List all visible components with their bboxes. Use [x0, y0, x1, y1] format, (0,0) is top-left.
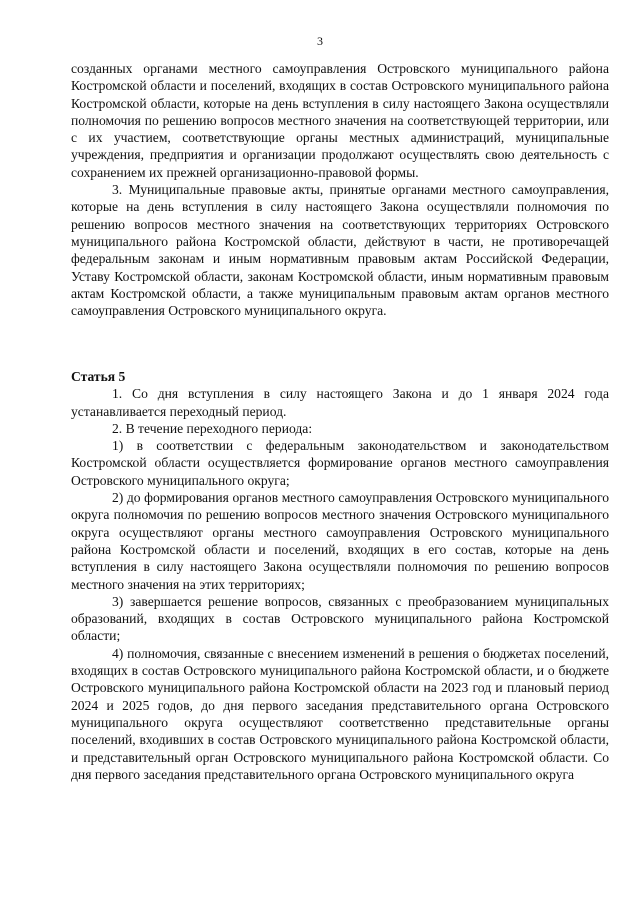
paragraph-item-3: 3. Муниципальные правовые акты, принятые органами местного самоуправления, которые на день вступления в силу настоящего Закона осуществляли полномочия по решению вопросов местного значения на соответствующих территориях Островского муниципального района Костромской области, действуют в части, не противоречащей федеральным законам и иным нормативным правовым актам Российской Федерации, Уставу Костромской области, законам Костромской области, иным нормативным правовым актам Костромской области, а также муниципальным правовым актам органов местного самоуправления Островского муниципального округа.	[71, 182, 609, 319]
article-subitem-1: 1) в соответствии с федеральным законодательством и законодательством Костромской области осуществляется формирование органов местного самоуправления Островского муниципального округа;	[71, 438, 609, 488]
article-paragraph-2: 2. В течение переходного периода:	[112, 420, 313, 436]
article-subitem-4: 4) полномочия, связанные с внесением изменений в решения о бюджетах поселений, входящих в состав Островского муниципального района Костромской области, и о бюджете Островского муниципального района Костромской области на 2023 год и плановый период 2024 и 2025 годов, до дня первого заседания представительного органа Островского муниципального округа осуществляют соответственно представительные органы поселений, входивших в состав Островского муниципального района Костромской области, и представительный орган Островского муниципального района Костромской области. Со дня первого заседания представительного органа Островского муниципального округа	[71, 645, 609, 782]
page-number: 3	[317, 34, 323, 48]
text-block-continuation	[71, 60, 609, 319]
article-5-section	[71, 368, 609, 783]
article-subitem-3: 3) завершается решение вопросов, связанных с преобразованием муниципальных образований, входящих в состав Островского муниципального района Костромской области;	[71, 593, 609, 644]
article-paragraph-1: 1. Со дня вступления в силу настоящего Закона и до 1 января 2024 года устанавливается переходный период.	[71, 386, 609, 419]
paragraph-continuation: созданных органами местного самоуправления Островского муниципального района Костромской области и поселений, входящих в состав Островского муниципального района Костромской области, которые на день вступления в силу настоящего Закона осуществляли полномочия по решению вопросов местного значения на соответствующей территории, или с их участием, соответствующие органы местных администраций, муниципальные учреждения, предприятия и организации продолжают осуществлять свою деятельность с сохранением их прежней организационно-правовой формы.	[71, 61, 609, 180]
article-heading: Статья 5	[71, 369, 126, 384]
article-subitem-2: 2) до формирования органов местного самоуправления Островского муниципального округа полномочия по решению вопросов местного значения Островского муниципального округа осуществляют органы местного самоуправления Островского муниципального района Костромской области и поселений, входящих в его состав, которые на день вступления в силу настоящего Закона осуществляли полномочия по решению вопросов местного значения на этих территориях;	[71, 490, 609, 592]
